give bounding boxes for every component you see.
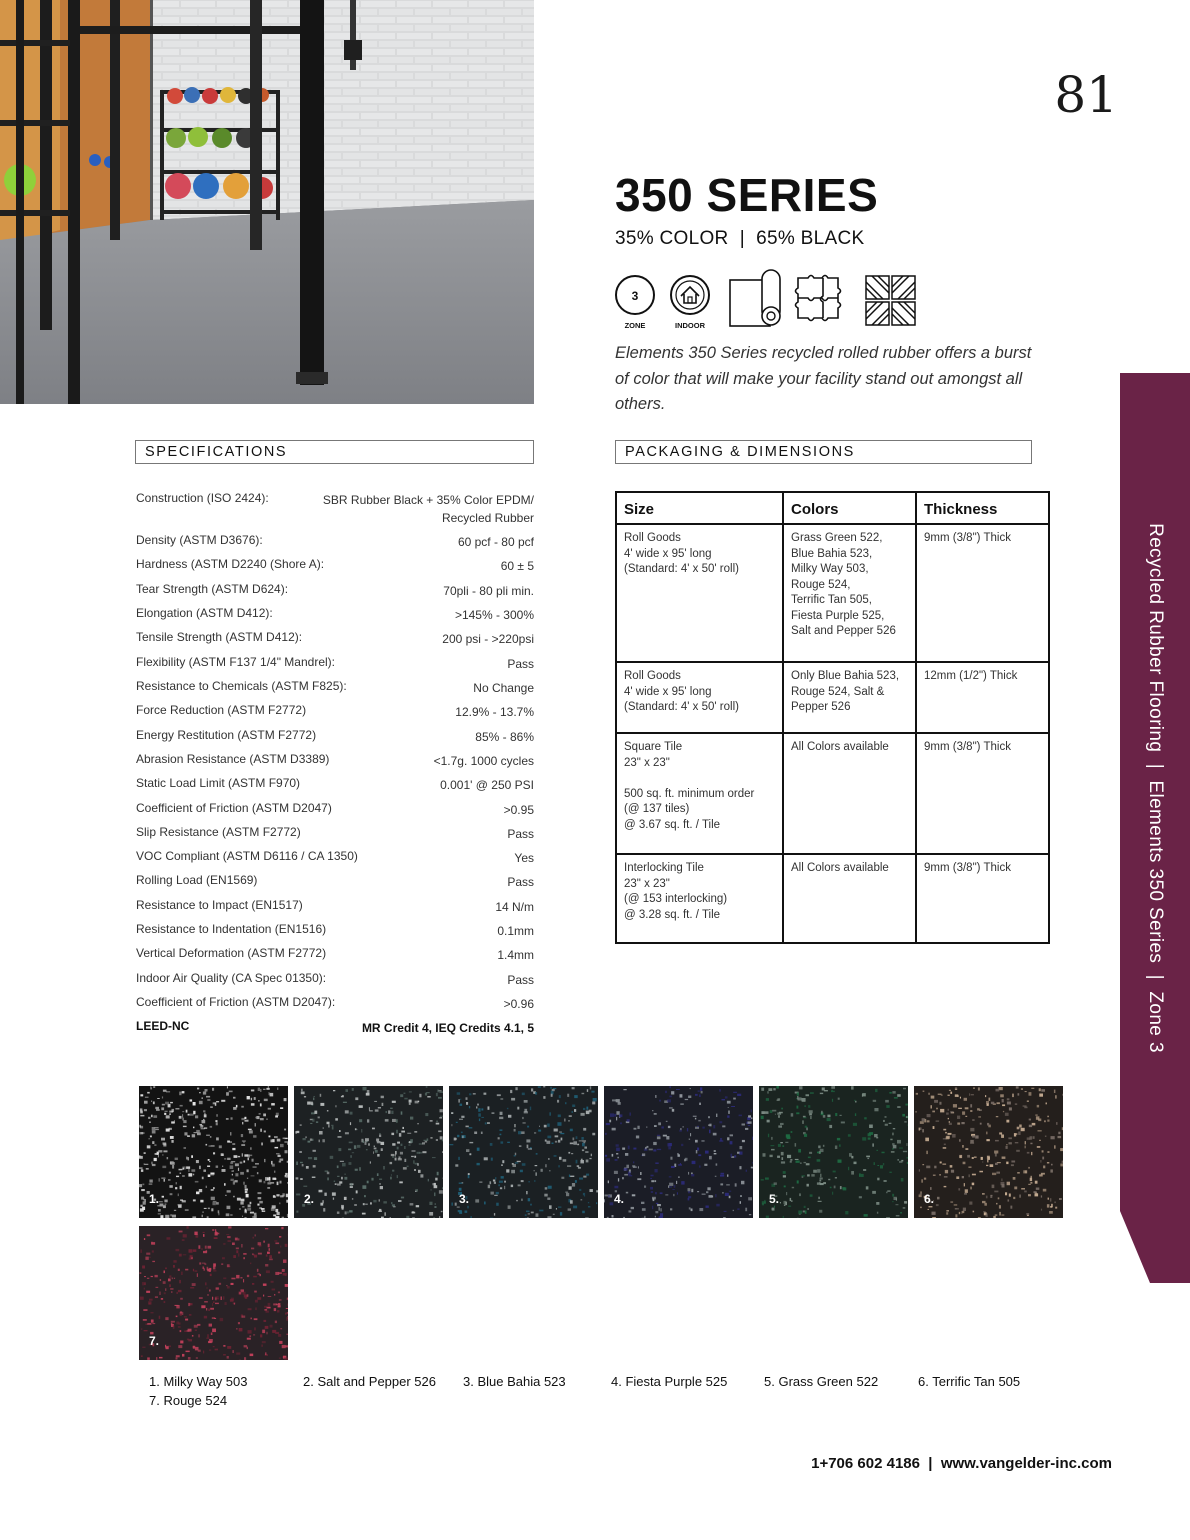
- spec-value: 200 psi - >220psi: [442, 632, 534, 646]
- table-row: [616, 733, 1049, 854]
- column-header-thickness: Thickness: [916, 492, 1049, 524]
- rubber-texture: [604, 1086, 753, 1218]
- cell-thickness: [916, 524, 1049, 662]
- color-swatch: [294, 1086, 443, 1218]
- swatch-caption: 5. Grass Green 522: [764, 1374, 879, 1389]
- rubber-texture: [914, 1086, 1063, 1218]
- colors-line: Terrific Tan 505,: [791, 594, 872, 606]
- table-header-row: [616, 492, 1049, 524]
- gym-photo: [0, 0, 534, 404]
- spec-value: 85% - 86%: [475, 730, 534, 744]
- spec-value: 12.9% - 13.7%: [455, 705, 534, 719]
- spec-value: >0.96: [503, 997, 534, 1011]
- size-line: 23" x 23": [624, 756, 670, 769]
- column-header-size: Size: [616, 492, 783, 524]
- size-line: Interlocking Tile: [624, 862, 704, 874]
- size-line: 500 sq. ft. minimum order: [624, 787, 755, 800]
- spec-label: Rolling Load (EN1569): [136, 873, 258, 887]
- colors-line: Rouge 524, Salt &: [791, 685, 885, 698]
- spec-value: SBR Rubber Black + 35% Color EPDM/ Recycled Rubber: [322, 493, 534, 525]
- spec-value: <1.7g. 1000 cycles: [433, 754, 534, 768]
- rubber-texture: [449, 1086, 598, 1218]
- spec-label: Energy Restitution (ASTM F2772): [136, 728, 317, 742]
- colors-line: Milky Way 503,: [791, 563, 869, 575]
- spec-value: Pass: [507, 973, 534, 987]
- cell-thickness: [916, 854, 1049, 943]
- swatch-caption: 7. Rouge 524: [149, 1393, 228, 1408]
- size-line: 4' wide x 95' long: [624, 685, 712, 698]
- spec-value: Pass: [507, 827, 534, 841]
- color-swatch: [759, 1086, 908, 1218]
- size-line: (@ 137 tiles): [624, 803, 690, 815]
- colors-line: Only Blue Bahia 523,: [791, 670, 900, 682]
- cell-size: [616, 854, 783, 943]
- packaging-table: [615, 491, 1050, 944]
- cell-size: [616, 733, 783, 854]
- swatch-caption: 6. Terrific Tan 505: [918, 1374, 1021, 1389]
- size-line: 23" x 23": [624, 877, 670, 890]
- cell-size: [616, 524, 783, 662]
- spec-value: >145% - 300%: [454, 608, 534, 622]
- swatch-number: 2.: [304, 1192, 315, 1206]
- spec-label: Abrasion Resistance (ASTM D3389): [136, 752, 330, 766]
- footer-contact: 1+706 602 4186 | www.vangelder-inc.com: [811, 1455, 1112, 1472]
- table-row: [616, 524, 1049, 662]
- thickness-value: 9mm (3/8") Thick: [924, 862, 1011, 874]
- spec-label: Density (ASTM D3676):: [136, 533, 263, 547]
- rubber-texture: [294, 1086, 443, 1218]
- spec-value: 70pli - 80 pli min.: [443, 584, 534, 598]
- spec-value: 1.4mm: [497, 948, 534, 962]
- swatch-number: 4.: [614, 1192, 625, 1206]
- thickness-value: 9mm (3/8") Thick: [924, 532, 1011, 544]
- colors-line: Blue Bahia 523,: [791, 547, 873, 560]
- spec-label: Static Load Limit (ASTM F970): [136, 776, 301, 790]
- rubber-texture: [759, 1086, 908, 1218]
- color-swatch: [449, 1086, 598, 1218]
- specifications-header: SPECIFICATIONS: [135, 440, 534, 464]
- colors-line: Rouge 524,: [791, 578, 851, 591]
- zone-circle-icon: [616, 276, 654, 330]
- swatch-number: 6.: [924, 1192, 935, 1206]
- cell-thickness: [916, 733, 1049, 854]
- thickness-value: 12mm (1/2") Thick: [924, 670, 1018, 682]
- colors-line: All Colors available: [791, 862, 889, 874]
- size-line: Roll Goods: [624, 670, 681, 682]
- spec-value: Pass: [507, 875, 534, 889]
- spec-label: Coefficient of Friction (ASTM D2047): [136, 801, 332, 815]
- column-header-colors: Colors: [783, 492, 916, 524]
- spec-value: Pass: [507, 657, 534, 671]
- house-icon: [671, 276, 709, 330]
- spec-label: Resistance to Chemicals (ASTM F825):: [136, 679, 347, 693]
- spec-value: 60 pcf - 80 pcf: [457, 535, 534, 549]
- size-line: [624, 771, 775, 787]
- swatch-caption: 3. Blue Bahia 523: [463, 1374, 566, 1389]
- spec-label: Tear Strength (ASTM D624):: [136, 582, 289, 596]
- spec-value: >0.95: [503, 803, 534, 817]
- color-swatch: [139, 1226, 288, 1360]
- size-line: 4' wide x 95' long: [624, 547, 712, 560]
- size-line: @ 3.28 sq. ft. / Tile: [624, 908, 721, 921]
- cell-colors: [783, 733, 916, 854]
- table-row: [616, 662, 1049, 733]
- colors-line: Salt and Pepper 526: [791, 625, 896, 637]
- rolled-goods-icon: [730, 270, 780, 326]
- cell-size: [616, 662, 783, 733]
- color-swatch: [604, 1086, 753, 1218]
- thickness-value: 9mm (3/8") Thick: [924, 741, 1011, 753]
- size-line: (Standard: 4' x 50' roll): [624, 701, 739, 713]
- side-tab-text: Recycled Rubber Flooring | Elements 350 Series | Zone 3: [1145, 523, 1166, 1053]
- feature-icons: [614, 266, 934, 332]
- series-subtitle: 35% COLOR | 65% BLACK: [615, 228, 865, 249]
- swatch-number: 3.: [459, 1192, 470, 1206]
- size-line: (Standard: 4' x 50' roll): [624, 563, 739, 575]
- spec-label: Slip Resistance (ASTM F2772): [136, 825, 301, 839]
- hero-photo: [0, 0, 534, 404]
- swatch-number: 1.: [149, 1192, 160, 1206]
- colors-line: Grass Green 522,: [791, 532, 883, 544]
- spec-label: Tensile Strength (ASTM D412):: [136, 630, 303, 644]
- spec-label: LEED-NC: [136, 1019, 190, 1033]
- size-line: (@ 153 interlocking): [624, 893, 728, 905]
- spec-label: Flexibility (ASTM F137 1/4" Mandrel):: [136, 655, 335, 669]
- cell-colors: [783, 662, 916, 733]
- swatch-number: 5.: [769, 1192, 780, 1206]
- interlocking-tile-icon: [796, 276, 841, 321]
- rubber-texture: [139, 1226, 288, 1360]
- cell-thickness: [916, 662, 1049, 733]
- spec-label: Hardness (ASTM D2240 (Shore A):: [136, 557, 325, 571]
- spec-value: MR Credit 4, IEQ Credits 4.1, 5: [361, 1021, 534, 1035]
- color-swatch: [914, 1086, 1063, 1218]
- spec-label: Coefficient of Friction (ASTM D2047):: [136, 995, 336, 1009]
- spec-label: VOC Compliant (ASTM D6116 / CA 1350): [136, 849, 358, 863]
- swatch-caption: 1. Milky Way 503: [149, 1374, 248, 1389]
- size-line: Square Tile: [624, 741, 683, 753]
- spec-label: Elongation (ASTM D412):: [136, 606, 273, 620]
- spec-value: 14 N/m: [495, 900, 534, 914]
- colors-line: All Colors available: [791, 741, 889, 753]
- cell-colors: [783, 524, 916, 662]
- spec-label: Resistance to Indentation (EN1516): [136, 922, 327, 936]
- page-number: 81: [1054, 66, 1118, 124]
- spec-label: Construction (ISO 2424):: [136, 491, 269, 505]
- size-line: Roll Goods: [624, 532, 681, 544]
- square-tile-icon: [866, 276, 915, 325]
- intro-text: Elements 350 Series recycled rolled rubber offers a burst of color that will make your facility stand out amongst all others.: [615, 344, 1032, 413]
- zone-number: 3: [631, 289, 639, 303]
- color-swatch: [139, 1086, 288, 1218]
- colors-line: Fiesta Purple 525,: [791, 609, 885, 622]
- spec-label: Vertical Deformation (ASTM F2772): [136, 946, 327, 960]
- swatch-caption: 4. Fiesta Purple 525: [611, 1374, 728, 1389]
- series-title: 350 SERIES: [615, 169, 879, 221]
- spec-value: 60 ± 5: [500, 559, 534, 573]
- spec-label: Indoor Air Quality (CA Spec 01350):: [136, 971, 327, 985]
- spec-label: Resistance to Impact (EN1517): [136, 898, 303, 912]
- cell-colors: [783, 854, 916, 943]
- swatch-number: 7.: [149, 1334, 160, 1348]
- spec-label: Force Reduction (ASTM F2772): [136, 703, 307, 717]
- rubber-texture: [139, 1086, 288, 1218]
- indoor-label: INDOOR: [675, 321, 705, 330]
- spec-value: 0.1mm: [497, 924, 534, 938]
- spec-value: 0.001' @ 250 PSI: [440, 778, 534, 792]
- swatch-caption: 2. Salt and Pepper 526: [303, 1374, 436, 1389]
- zone-label: ZONE: [624, 321, 646, 330]
- packaging-header: PACKAGING & DIMENSIONS: [615, 440, 1032, 464]
- size-line: @ 3.67 sq. ft. / Tile: [624, 818, 721, 831]
- spec-value: No Change: [473, 681, 534, 695]
- spec-value: Yes: [514, 851, 534, 865]
- table-row: [616, 854, 1049, 943]
- colors-line: Pepper 526: [791, 701, 851, 713]
